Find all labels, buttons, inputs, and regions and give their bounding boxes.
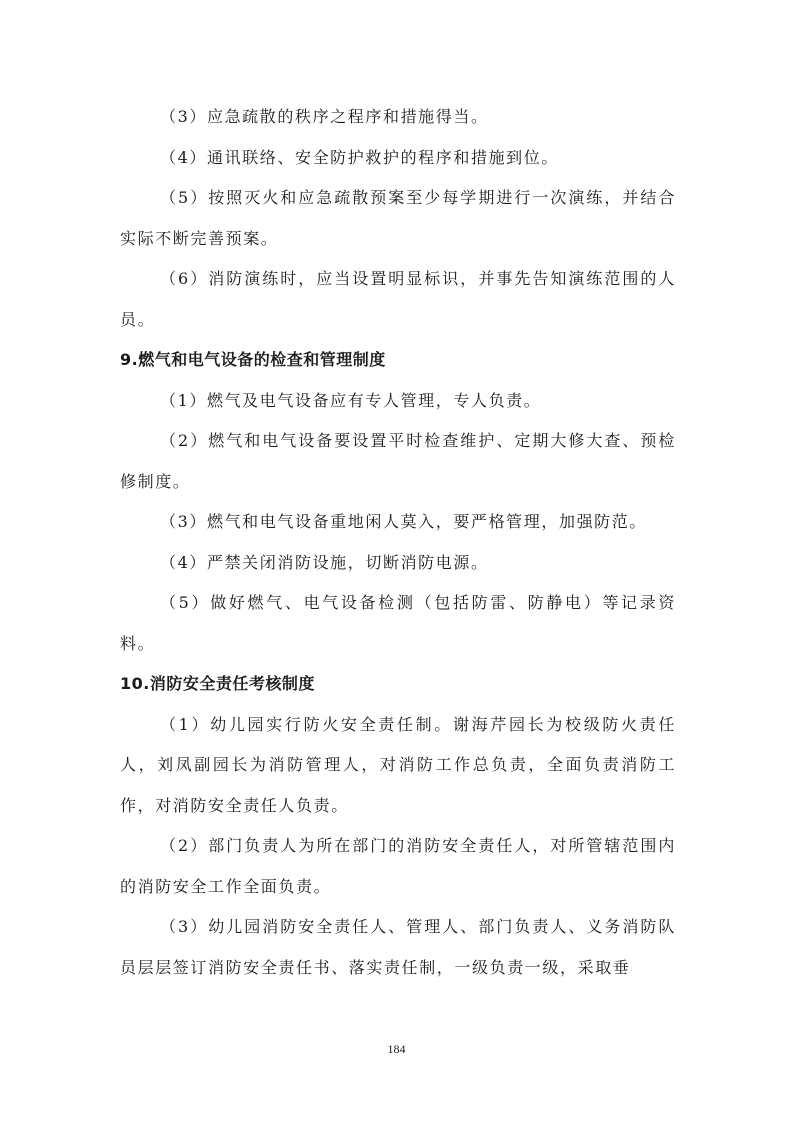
- paragraph: （5）做好燃气、电气设备检测（包括防雷、防静电）等记录资料。: [120, 593, 676, 653]
- page-number: 184: [387, 1042, 406, 1056]
- paragraph: （1）燃气及电气设备应有专人管理，专人负责。: [160, 390, 542, 410]
- paragraph: （5）按照灭火和应急疏散预案至少每学期进行一次演练，并结合实际不断完善预案。: [120, 188, 676, 248]
- paragraph: （6）消防演练时，应当设置明显标识，并事先告知演练范围的人员。: [120, 269, 676, 329]
- paragraph: （3）应急疏散的秩序之程序和措施得当。: [160, 107, 489, 126]
- document-body: [120, 97, 676, 988]
- paragraph: （4）通讯联络、安全防护救护的程序和措施到位。: [160, 147, 559, 167]
- paragraph: （2）燃气和电气设备要设置平时检查维护、定期大修大查、预检修制度。: [120, 431, 676, 491]
- section-heading: 9.燃气和电气设备的检查和管理制度: [120, 350, 386, 369]
- paragraph: （4）严禁关闭消防设施，切断消防电源。: [160, 552, 489, 572]
- paragraph: （1）幼儿园实行防火安全责任制。谢海芹园长为校级防火责任人，刘凤副园长为消防管理人，对消防工作总负责，全面负责消防工作，对消防安全责任人负责。: [120, 714, 676, 815]
- paragraph: （3）幼儿园消防安全责任人、管理人、部门负责人、义务消防队员层层签订消防安全责任书、落实责任制，一级负责一级，采取垂: [120, 917, 676, 977]
- paragraph: （2）部门负责人为所在部门的消防安全责任人，对所管辖范围内的消防安全工作全面负责。: [120, 836, 676, 896]
- section-heading: 10.消防安全责任考核制度: [120, 674, 315, 693]
- paragraph: （3）燃气和电气设备重地闲人莫入，要严格管理，加强防范。: [160, 512, 647, 531]
